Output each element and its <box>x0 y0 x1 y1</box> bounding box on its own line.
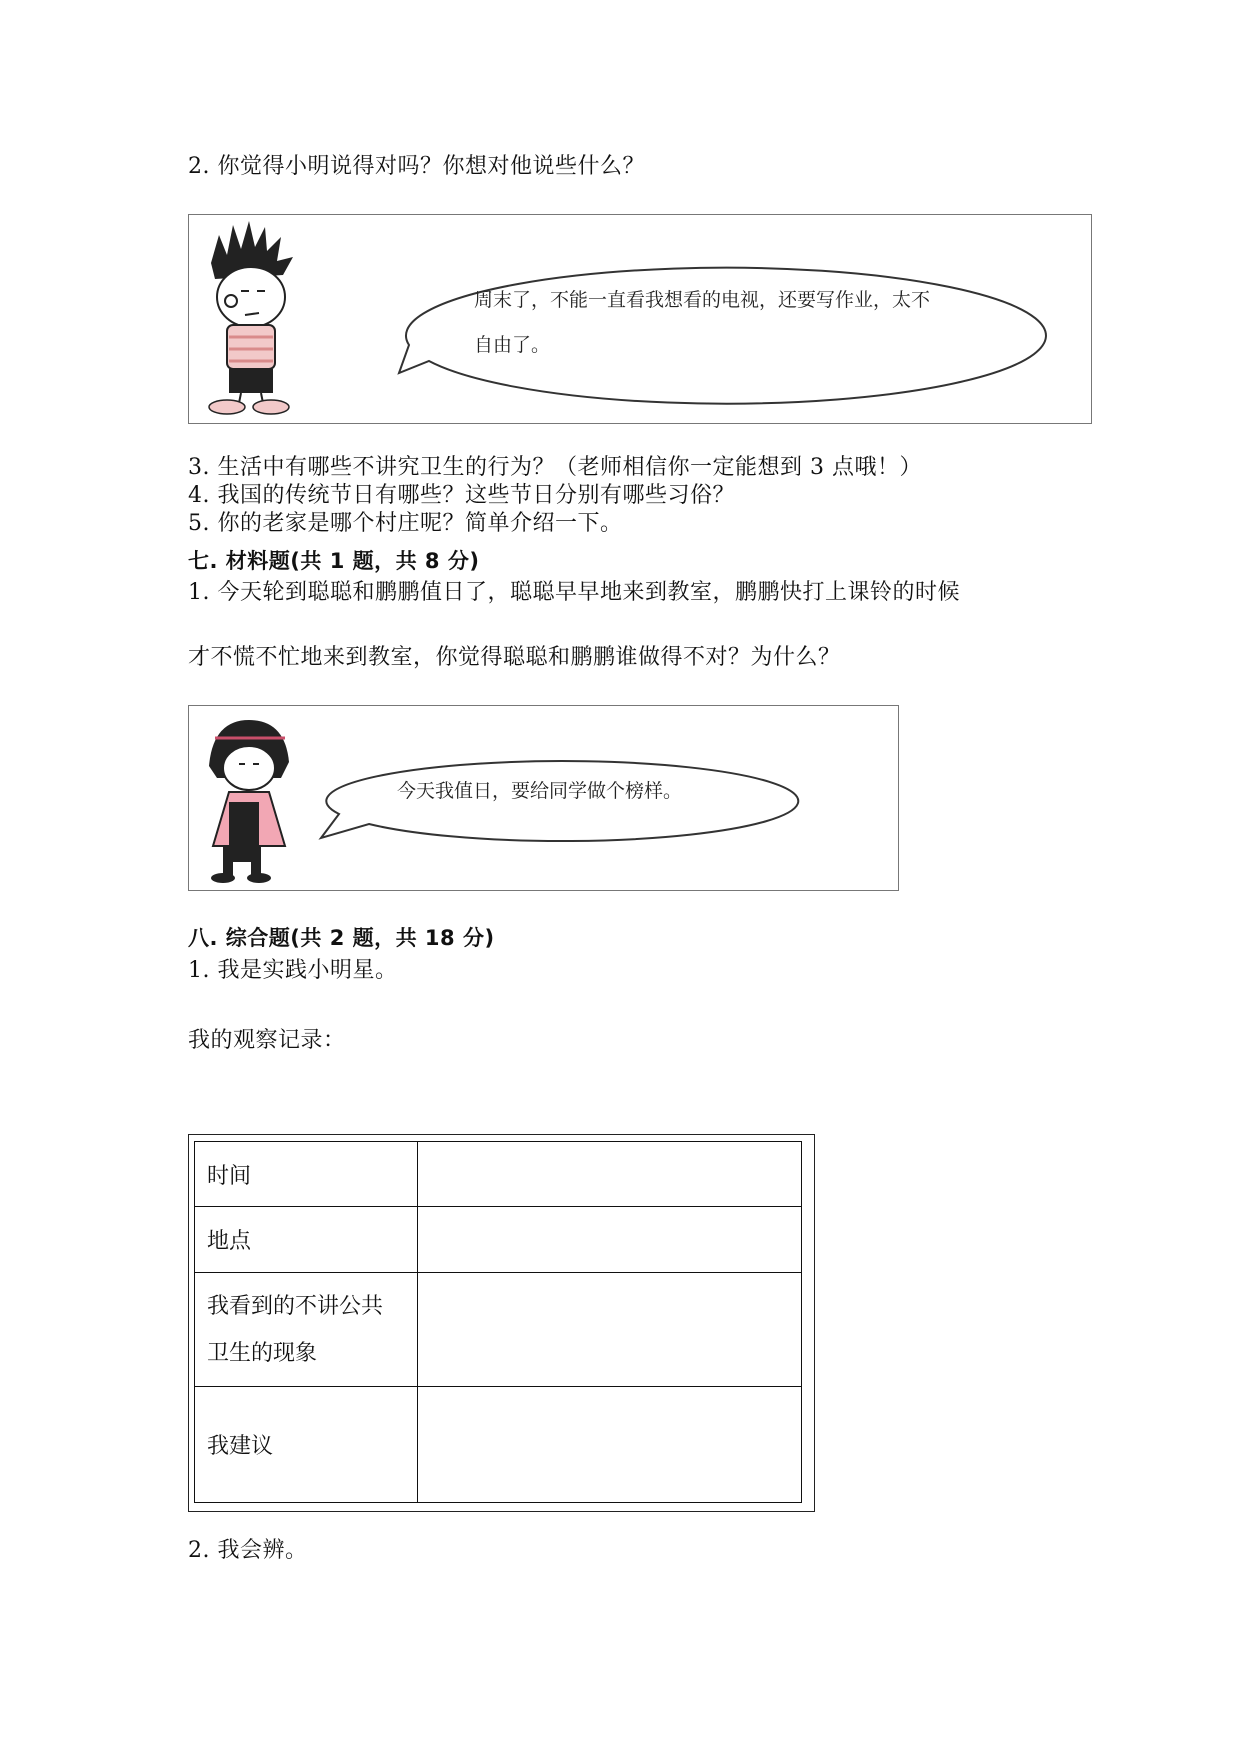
question-5-text: 5. 你的老家是哪个村庄呢？简单介绍一下。 <box>188 511 623 536</box>
table-row-suggestion <box>195 1387 802 1503</box>
section-8-question-2: 2. 我会辨。 <box>188 1538 308 1563</box>
answer-place-cell[interactable] <box>418 1207 802 1273</box>
table-row-phenomenon <box>195 1273 802 1387</box>
label-place: 地点 <box>195 1207 418 1273</box>
section-7-heading: 七. 材料题(共 1 题，共 8 分) <box>188 549 480 573</box>
illustration-frame-boy <box>188 214 1092 424</box>
section-8-question-1: 1. 我是实践小明星。 <box>188 958 398 983</box>
boy-speech-line1: 周末了，不能一直看我想看的电视，还要写作业，太不 <box>474 289 931 311</box>
question-4-text: 4. 我国的传统节日有哪些？这些节日分别有哪些习俗？ <box>188 483 735 508</box>
observation-table <box>194 1141 802 1503</box>
table-row-time <box>195 1142 802 1207</box>
label-phenomenon <box>195 1273 418 1387</box>
table-row-place <box>195 1207 802 1273</box>
section-7-question-1-line2: 才不慌不忙地来到教室，你觉得聪聪和鹏鹏谁做得不对？为什么？ <box>188 645 841 670</box>
question-3-text: 3. 生活中有哪些不讲究卫生的行为？（老师相信你一定能想到 3 点哦！） <box>188 455 922 480</box>
label-suggestion: 我建议 <box>195 1387 418 1503</box>
question-2-text: 2. 你觉得小明说得对吗？你想对他说些什么？ <box>188 154 645 179</box>
boy-illustration <box>189 215 1093 425</box>
girl-speech: 今天我值日，要给同学做个榜样。 <box>397 780 683 802</box>
illustration-frame-girl <box>188 705 899 891</box>
answer-time-cell[interactable] <box>418 1142 802 1207</box>
label-time: 时间 <box>195 1142 418 1207</box>
section-8-heading: 八. 综合题(共 2 题，共 18 分) <box>188 926 495 950</box>
answer-suggestion-cell[interactable] <box>418 1387 802 1503</box>
answer-phenomenon-cell[interactable] <box>418 1273 802 1387</box>
section-7-question-1-line1: 1. 今天轮到聪聪和鹏鹏值日了，聪聪早早地来到教室，鹏鹏快打上课铃的时候 <box>188 580 960 605</box>
boy-speech-line2: 自由了。 <box>474 334 551 356</box>
observation-record-label: 我的观察记录： <box>188 1028 346 1053</box>
label-phenomenon-line2: 卫生的现象 <box>207 1340 318 1366</box>
label-phenomenon-line1: 我看到的不讲公共 <box>207 1293 384 1319</box>
